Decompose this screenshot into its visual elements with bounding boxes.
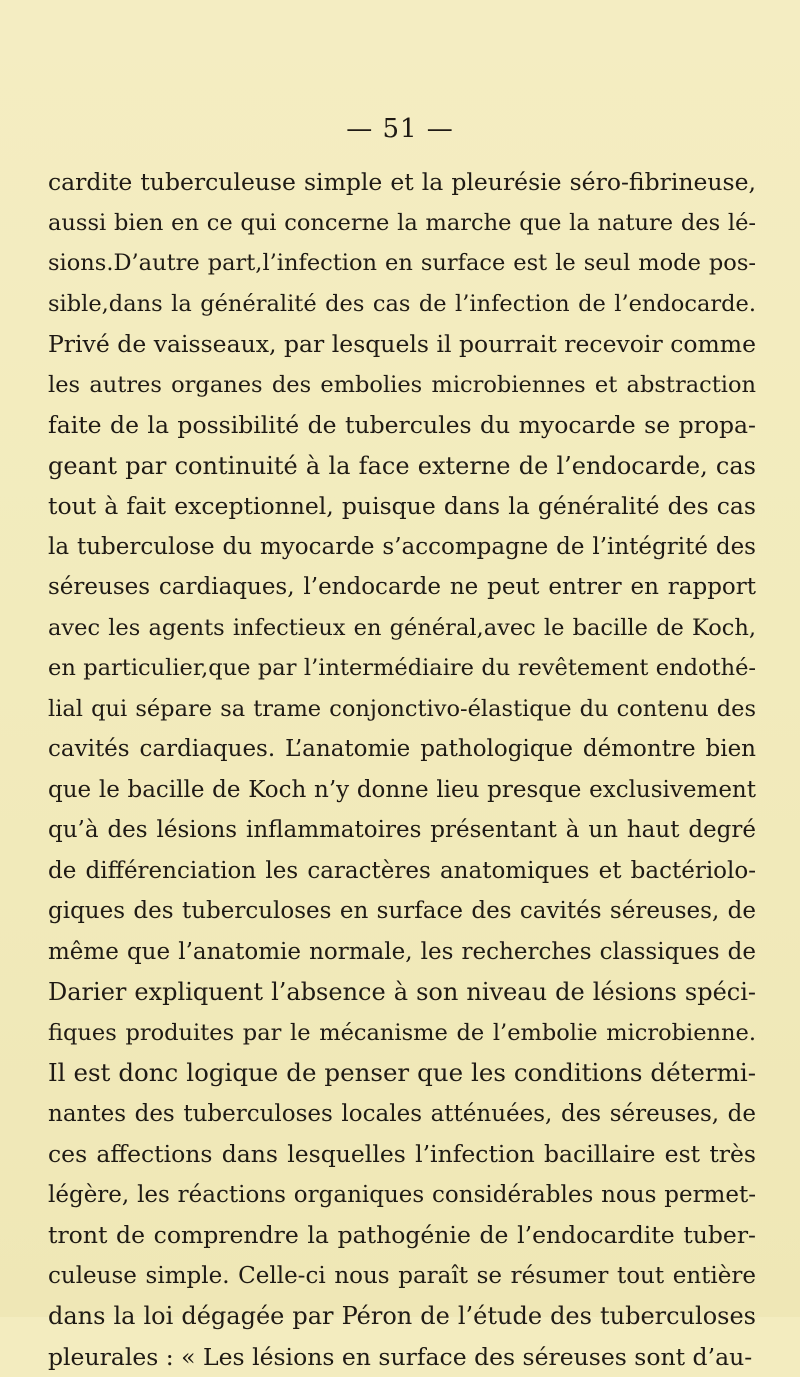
text-line: pleurales : « Les lésions en surface des séreuses sont d’au- <box>48 1337 756 1377</box>
text-line: la tuberculose du myocarde s’accompagne de l’intégrité des <box>48 527 756 568</box>
text-line: avec les agents infectieux en général,avec le bacille de Koch, <box>48 608 756 649</box>
text-line: séreuses cardiaques, l’endocarde ne peut entrer en rapport <box>48 567 756 608</box>
text-line: Darier expliquent l’absence à son niveau de lésions spéci- <box>48 972 756 1013</box>
text-line: cavités cardiaques. L’anatomie pathologique démontre bien <box>48 729 756 770</box>
text-line: culeuse simple. Celle-ci nous paraît se résumer tout entière <box>48 1256 756 1297</box>
text-line: de différenciation les caractères anatomiques et bactériolo- <box>48 851 756 892</box>
page-number: — 51 — <box>0 114 800 144</box>
body-text <box>48 162 756 1377</box>
text-line: geant par continuité à la face externe de l’endocarde, cas <box>48 446 756 487</box>
text-line: Il est donc logique de penser que les conditions détermi- <box>48 1053 756 1094</box>
text-line: légère, les réactions organiques considérables nous permet- <box>48 1175 756 1216</box>
text-line: aussi bien en ce qui concerne la marche que la nature des lé- <box>48 203 756 244</box>
text-line: tront de comprendre la pathogénie de l’endocardite tuber- <box>48 1215 756 1256</box>
text-line: ces affections dans lesquelles l’infection bacillaire est très <box>48 1134 756 1175</box>
text-line: fiques produites par le mécanisme de l’embolie microbienne. <box>48 1013 756 1054</box>
text-line: les autres organes des embolies microbiennes et abstraction <box>48 365 756 406</box>
text-line: faite de la possibilité de tubercules du myocarde se propa- <box>48 405 756 446</box>
text-line: tout à fait exceptionnel, puisque dans la généralité des cas <box>48 486 756 527</box>
text-line: en particulier,que par l’intermédiaire du revêtement endothé- <box>48 648 756 689</box>
text-line: nantes des tuberculoses locales atténuées, des séreuses, de <box>48 1094 756 1135</box>
text-line: que le bacille de Koch n’y donne lieu presque exclusivement <box>48 770 756 811</box>
text-line: giques des tuberculoses en surface des cavités séreuses, de <box>48 891 756 932</box>
text-line: cardite tuberculeuse simple et la pleurésie séro-fibrineuse, <box>48 162 756 203</box>
text-line: sions.D’autre part,l’infection en surface est le seul mode pos- <box>48 243 756 284</box>
text-line: lial qui sépare sa trame conjonctivo-élastique du contenu des <box>48 689 756 730</box>
text-line: Privé de vaisseaux, par lesquels il pourrait recevoir comme <box>48 324 756 365</box>
text-line: même que l’anatomie normale, les recherches classiques de <box>48 932 756 973</box>
text-line: sible,dans la généralité des cas de l’infection de l’endocarde. <box>48 284 756 325</box>
text-line: dans la loi dégagée par Péron de l’étude des tuberculoses <box>48 1296 756 1337</box>
text-line: qu’à des lésions inflammatoires présentant à un haut degré <box>48 810 756 851</box>
